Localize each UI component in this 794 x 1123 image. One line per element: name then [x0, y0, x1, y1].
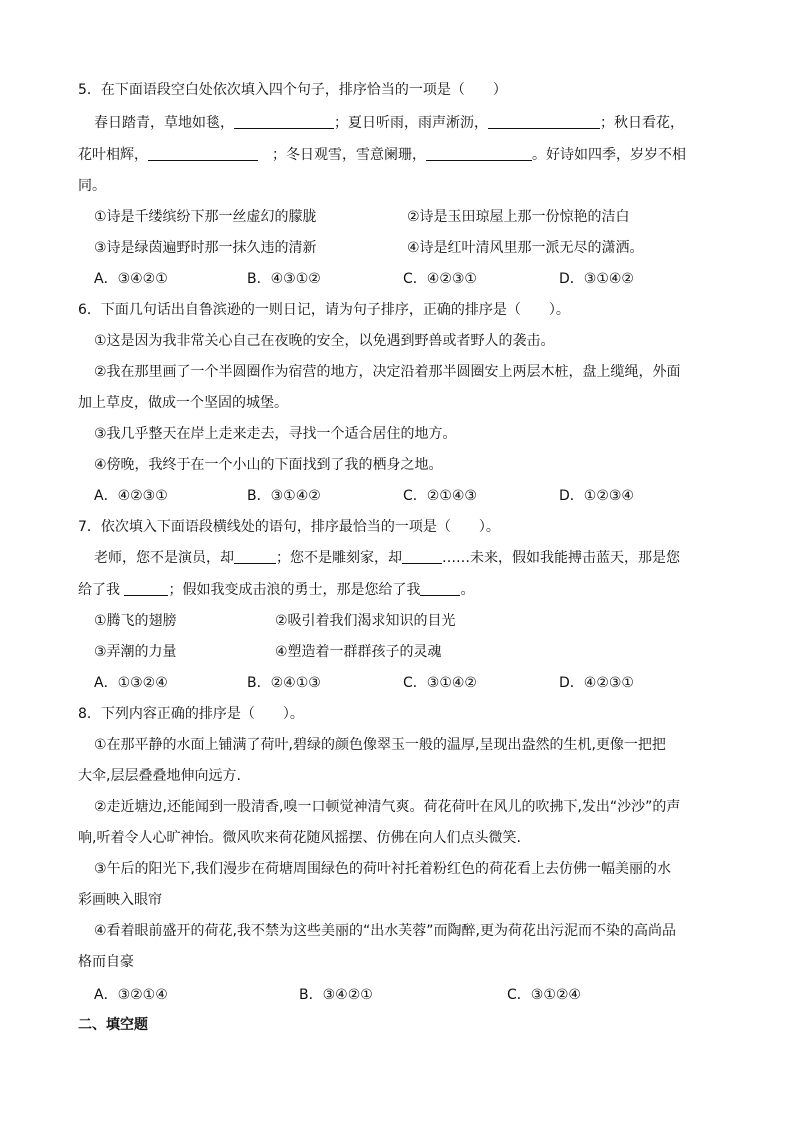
q5-passage-text: ；夏日听雨，雨声淅沥，: [334, 115, 488, 131]
q6-option-c[interactable]: C．②①④③: [403, 488, 477, 504]
q5-option-d[interactable]: D．③①④②: [559, 271, 634, 287]
q5-option-c[interactable]: C．④②③①: [403, 271, 477, 287]
q7-passage-text: 。: [460, 582, 475, 598]
q6-stem: 6．下面几句话出自鲁滨逊的一则日记，请为句子排序，正确的排序是（ ）。: [78, 302, 570, 318]
q5-blank-1: [234, 114, 334, 129]
q5-item-4: ④诗是红叶清风里那一派无尽的潇洒。: [407, 240, 644, 256]
q7-stem: 7．依次填入下面语段横线处的语句，排序最恰当的一项是（ ）。: [78, 519, 500, 535]
q5-passage-text: 花叶相辉，: [78, 147, 148, 163]
q8-line-8: 格而自豪: [78, 954, 134, 970]
q8-line-2: 大伞,层层叠叠地伸向远方.: [78, 768, 241, 784]
q8-option-c[interactable]: C．③①②④: [507, 987, 581, 1003]
q7-item-4: ④塑造着一群群孩子的灵魂: [275, 644, 442, 660]
q7-passage-text: ；您不是雕刻家，却: [276, 550, 402, 566]
q6-option-a[interactable]: A．④②③①: [94, 488, 168, 504]
q7-option-a[interactable]: A．①③②④: [94, 675, 168, 691]
q8-stem: 8．下列内容正确的排序是（ ）。: [78, 706, 304, 722]
q8-line-3: ②走近塘边,还能闻到一股清香,嗅一口顿觉神清气爽。荷花荷叶在风儿的吹拂下,发出“沙沙”的声: [94, 799, 681, 815]
q8-line-6: 彩画映入眼帘: [78, 892, 162, 908]
q5-passage-line-2: [78, 145, 686, 165]
q6-option-b[interactable]: B．③①④②: [247, 488, 321, 504]
q6-item-4: ④傍晚，我终于在一个小山的下面找到了我的栖身之地。: [94, 457, 443, 473]
q7-option-c[interactable]: C．③①④②: [403, 675, 477, 691]
section-heading-fill-in: 二、填空题: [78, 1017, 148, 1033]
q7-item-1: ①腾飞的翅膀: [94, 613, 177, 629]
q8-line-5: ③午后的阳光下,我们漫步在荷塘周围绿色的荷叶衬托着粉红色的荷花看上去仿佛一幅美丽的水: [94, 861, 671, 877]
q8-line-4: 响,听着令人心旷神怡。微风吹来荷花随风摇摆、仿佛在向人们点头微笑.: [78, 830, 521, 846]
q6-item-3: ③我几乎整天在岸上走来走去，寻找一个适合居住的地方。: [94, 426, 457, 442]
q7-passage-text: ；假如我变成击浪的勇士，那是您给了我: [168, 582, 421, 598]
q6-item-2: ②我在那里画了一个半圆圈作为宿营的地方，决定沿着那半圆圈安上两层木桩，盘上缆绳，外面: [94, 364, 681, 380]
q7-passage-text: ……未来，假如我能搏击蓝天，那是您: [442, 550, 680, 566]
q5-blank-4: [426, 146, 532, 161]
q7-option-d[interactable]: D．④②③①: [559, 675, 634, 691]
q5-item-1: ①诗是千缕缤纷下那一丝虚幻的朦胧: [94, 209, 317, 225]
q5-option-a[interactable]: A．③④②①: [94, 271, 168, 287]
q7-blank-2: [402, 549, 442, 564]
q5-option-b[interactable]: B．④③①②: [247, 271, 321, 287]
q8-line-7: ④看着眼前盛开的荷花,我不禁为这些美丽的“出水芙蓉”而陶醉,更为荷花出污泥而不染的高尚品: [94, 923, 676, 939]
q7-passage-line-2: [78, 580, 474, 600]
q7-blank-1: [234, 549, 276, 564]
q8-option-b[interactable]: B．③④②①: [299, 987, 373, 1003]
q6-item-2-cont: 加上草皮，做成一个坚固的城堡。: [78, 395, 288, 411]
q5-item-3: ③诗是绿茵遍野时那一抹久违的清新: [94, 240, 317, 256]
q6-option-d[interactable]: D．①②③④: [559, 488, 634, 504]
q5-passage-line-3: 同。: [78, 178, 106, 194]
q7-passage-line-1: [94, 548, 680, 568]
q5-passage-text: ；秋日看花，: [600, 115, 684, 131]
q5-blank-2: [488, 114, 600, 129]
q7-blank-4: [420, 581, 460, 596]
q5-stem: 5．在下面语段空白处依次填入四个句子，排序恰当的一项是（ ）: [78, 82, 507, 98]
q7-item-3: ③弄潮的力量: [94, 644, 177, 660]
q5-blank-3: [148, 146, 258, 161]
q5-passage-text: 春日踏青，草地如毯，: [94, 115, 234, 131]
q8-option-a[interactable]: A．③②①④: [94, 987, 168, 1003]
q5-passage-text: ；冬日观雪，雪意阑珊，: [272, 147, 426, 163]
q7-passage-text: 给了我: [78, 582, 125, 598]
q5-passage-line-1: [94, 113, 684, 133]
q7-passage-text: 老师，您不是演员，却: [94, 550, 234, 566]
q7-option-b[interactable]: B．②④①③: [247, 675, 321, 691]
q7-blank-3: [124, 581, 168, 596]
q5-passage-text: 。好诗如四季，岁岁不相: [532, 147, 686, 163]
q5-item-2: ②诗是玉田琼屋上那一份惊艳的洁白: [407, 209, 630, 225]
q8-line-1: ①在那平静的水面上铺满了荷叶,碧绿的颜色像翠玉一般的温厚,呈现出盎然的生机,更像一把把: [94, 737, 666, 753]
q6-item-1: ①这是因为我非常关心自己在夜晚的安全，以免遇到野兽或者野人的袭击。: [94, 333, 555, 349]
q7-item-2: ②吸引着我们渴求知识的目光: [275, 613, 456, 629]
